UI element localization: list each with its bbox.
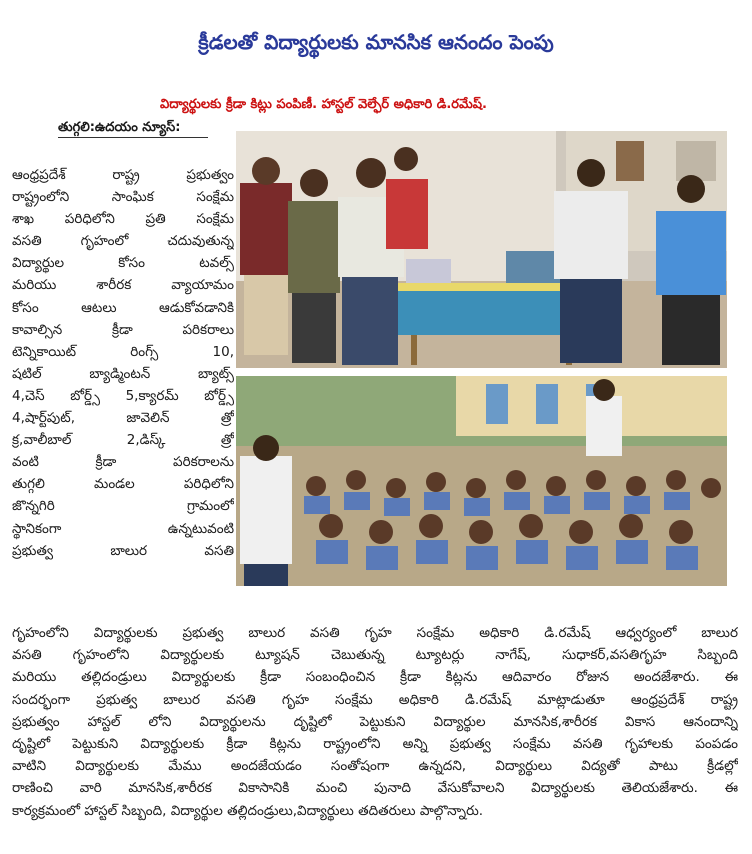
photo-students-with-kits — [236, 376, 727, 586]
body-line: ప్రభుత్వం హాస్టల్ లోని విద్యార్థులను దృష్టిలో పెట్టుకుని విద్యార్థుల మానసిక,శారీరక వికాస ఆనందాన్ని — [12, 713, 738, 730]
column-line: శాఖ పరిధిలోని ప్రతి సంక్షేమ — [12, 211, 234, 228]
column-line: జొన్నగిరి గ్రామంలో — [12, 498, 234, 515]
column-line: 4,చెస్ బోర్డ్స్ 5,క్యారమ్ బోర్డ్స్ — [12, 387, 234, 404]
column-line: ఆంధ్రప్రదేశ్ రాష్ట్ర ప్రభుత్వం — [12, 167, 234, 183]
column-line: టెన్నికాయిట్ రింగ్స్ 10, — [12, 343, 234, 360]
column-line: మరియు శారీరక వ్యాయామం — [12, 277, 234, 294]
article-body-text — [12, 622, 738, 822]
subheadline: విద్యార్థులకు క్రీడా కిట్లు పంపిణీ. హాస్టల్ వెల్ఫేర్ అధికారి డి.రమేష్. — [160, 97, 487, 112]
body-line: కార్యక్రమంలో హాస్టల్ సిబ్బంది, విద్యార్థుల తల్లిదండ్రులు,విద్యార్థులు తదితరులు పాల్గొన్నారు. — [12, 802, 484, 819]
column-line: స్థానికంగా ఉన్నటువంటి — [12, 520, 234, 537]
column-line: ప్రభుత్వ బాలుర వసతి — [12, 542, 234, 559]
column-line: రాష్ట్రంలోని సాంఘిక సంక్షేమ — [12, 189, 234, 206]
body-line: వాటిని విద్యార్థులకు మేము అందజేయడం సంతోషంగా ఉన్నదని, విద్యార్థులు విద్యతో పాటు క్రీడల్లో — [12, 758, 738, 775]
dateline-underline — [58, 137, 208, 138]
column-line: కోసం ఆటలు ఆడుకోవడానికి — [12, 299, 234, 316]
body-line: సందర్భంగా ప్రభుత్వ బాలుర వసతి గృహ సంక్షేమ అధికారి డి.రమేష్ మాట్లాడుతూ ఆంధ్రప్రదేశ్ రాష్ట్ర — [12, 691, 738, 708]
article-column-text — [12, 164, 234, 562]
column-line: షటిల్ బ్యాడ్మింటన్ బ్యాట్స్ — [12, 365, 234, 382]
column-line: తుగ్గలి మండల పరిధిలోని — [12, 476, 234, 493]
column-line: విద్యార్థుల కోసం టవల్స్ — [12, 255, 234, 272]
body-line: గృహంలోని విద్యార్థులకు ప్రభుత్వ బాలుర వసతి గృహ సంక్షేమ అధికారి డి.రమేష్ ఆధ్వర్యంలో బాలుర — [12, 625, 738, 641]
column-line: వసతి గృహంలో చదువుతున్న — [12, 233, 234, 250]
column-line: కావాల్సిన క్రీడా పరికరాలు — [12, 321, 234, 338]
column-line: క్ర,వాలీబాల్ 2,డిస్క్ త్రో — [12, 432, 234, 449]
column-line: వంటి క్రీడా పరికరాలను — [12, 454, 234, 471]
column-line: 4,షార్ట్‌పుట్, జావెలిన్ త్రో — [12, 410, 234, 427]
body-line: దృష్టిలో పెట్టుకుని విద్యార్థులకు క్రీడా కిట్లను రాష్ట్రంలోని అన్ని ప్రభుత్వ సంక్షేమ వసతి గృహాలకు పంపడం — [12, 735, 738, 752]
body-line: వసతి గృహంలోని విద్యార్థులకు ట్యూషన్ చెబుతున్న ట్యూటర్లు నాగేష్, సుధాకర్,వసతిగృహ సిబ్బంది — [12, 647, 738, 664]
dateline: తుగ్గలి:ఉదయం న్యూస్: — [58, 120, 181, 135]
photo-staff-with-sports-kits — [236, 131, 727, 368]
body-line: మరియు తల్లిదండ్రులు విద్యార్థులకు క్రీడా సంబంధించిన క్రీడా కిట్లను ఆదివారం రోజున అందజేశారు. ఈ — [12, 669, 738, 686]
body-line: రాణించి వారి మానసిక,శారీరక వికాసానికి మంచి పునాది వేసుకోవాలని విద్యార్థులకు తెలియజేశారు. ఈ — [12, 780, 738, 797]
headline: క్రీడలతో విద్యార్థులకు మానసిక ఆనందం పెంపు — [198, 30, 554, 54]
